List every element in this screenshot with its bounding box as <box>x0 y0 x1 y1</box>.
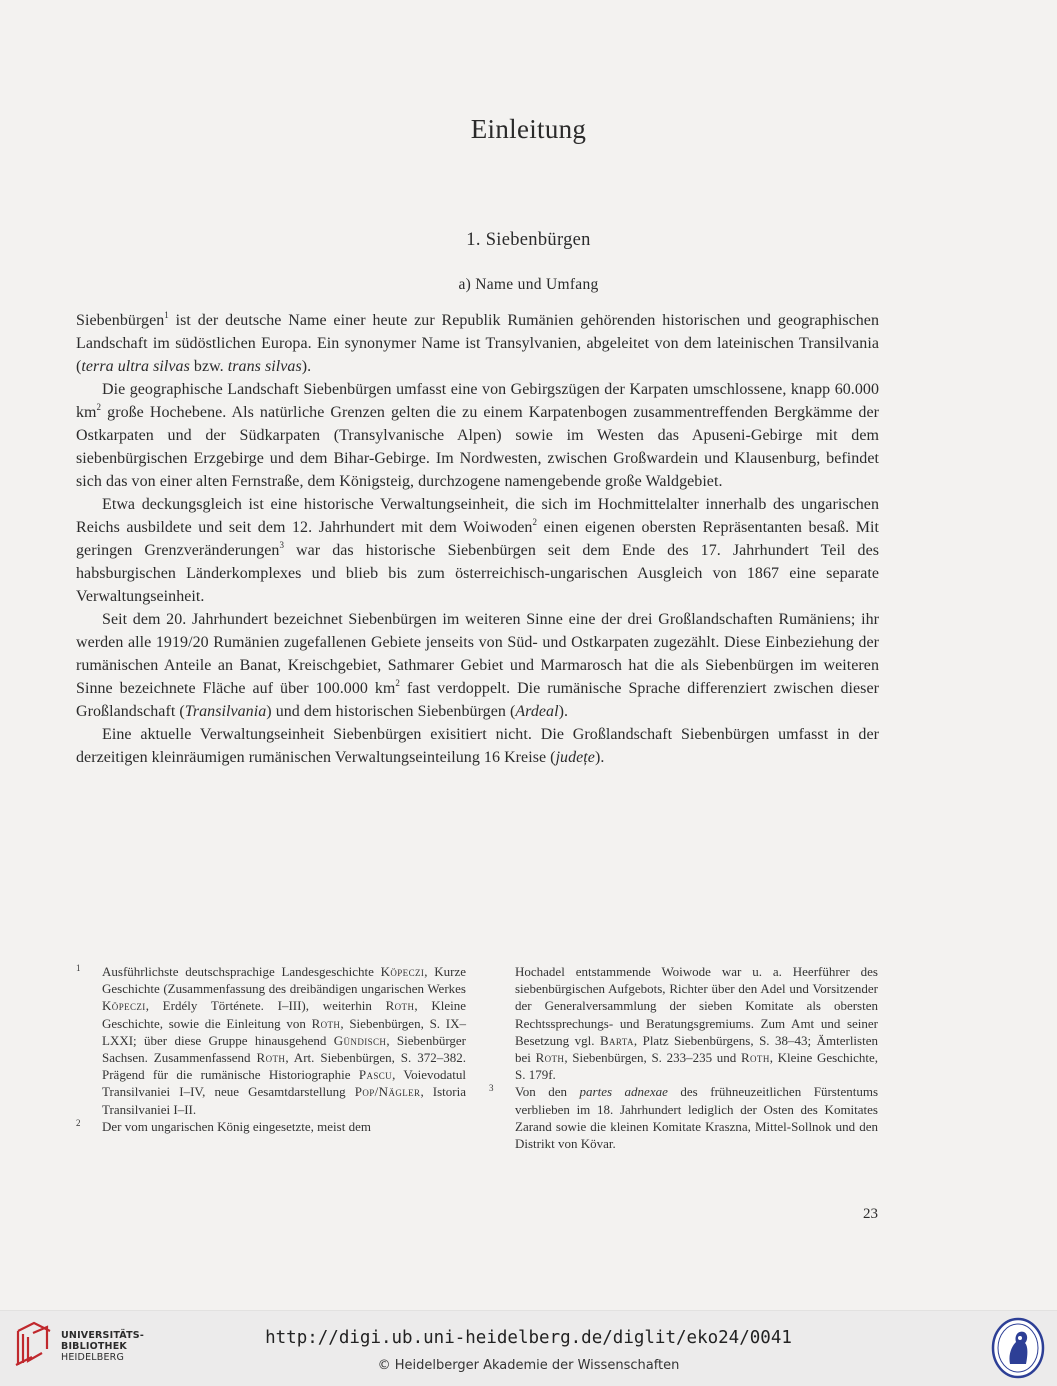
superscript: 2 <box>96 402 102 412</box>
paragraph <box>76 309 879 378</box>
footnote-2 <box>76 1118 466 1135</box>
paragraph <box>76 378 879 493</box>
footnote-text: Hochadel entstammende Woiwode war u. a. Heerführer des siebenbürgischen Aufgebots, Richter über den Adel und Vorsitzender der Generalversammlung der sieben Komitate als obersten Rechtssprechungs- und Beratungsgremiums. Zum Amt und seiner Besetzung vgl. Barta, Platz Siebenbürgens, S. 38–43; Ämterlisten bei Roth, Siebenbürgen, S. 233–235 und Roth, Kleine Geschichte, S. 179f. <box>515 964 878 1083</box>
footnote-1 <box>76 963 466 1118</box>
permalink-url[interactable]: http://digi.ub.uni-heidelberg.de/diglit/eko24/0041 <box>265 1328 792 1348</box>
text-run: Eine aktuelle Verwaltungseinheit Siebenbürgen exisitiert nicht. Die Großlandschaft Siebenbürgen umfasst in der derzeitigen kleinräumigen rumänischen Verwaltungseinteilung 16 Kreise ( <box>76 726 879 766</box>
footnotes-left-column <box>76 963 466 1135</box>
footnotes-right-column <box>489 963 878 1152</box>
text-run: große Hochebene. Als natürliche Grenzen gelten die zu einem Karpatenbogen zusammentreffenden Bergkämme der Ostkarpaten und der Südkarpaten (Transylvanische Alpen) sowie im Westen das Apuseni-Gebirge mit dem siebenbürgischen Erzgebirge und dem Bihar-Gebirge. Im Nordwesten, zwischen Großwardein und Klausenburg, befindet sich das von einer alten Fernstraße, dem Königsteig, durchzogene namengebende große Waldgebiet. <box>76 404 879 490</box>
body-text <box>76 309 879 769</box>
copyright-notice: © Heidelberger Akademie der Wissenschaften <box>377 1358 680 1373</box>
footer-bar <box>0 1310 1057 1386</box>
footnote-number: 3 <box>489 1083 494 1094</box>
footnote-number: 1 <box>76 963 81 973</box>
italic-term: județe <box>555 749 595 766</box>
text-run: Seit dem 20. Jahrhundert bezeichnet Siebenbürgen im weiteren Sinne eine der drei Großlandschaften Rumäniens; ihr werden alle 1919/20 Rumänien zugefallenen Gebiete jenseits von Süd- und Ostkarpaten zugezählt. Diese Einbeziehung der rumänischen Anteile an Banat, Kreischgebiet, Sathmarer Gebiet und Marmarosch hat die als Siebenbürgen im weiteren Sinne bezeichnete Fläche auf über 100.000 km <box>76 611 879 697</box>
footnote-ref-1[interactable]: 1 <box>164 310 169 320</box>
text-run: ) und dem historischen Siebenbürgen ( <box>266 703 516 720</box>
paragraph <box>76 723 879 769</box>
library-name: UNIVERSITÄTS- BIBLIOTHEK HEIDELBERG <box>61 1330 144 1363</box>
italic-term: Transilvania <box>184 703 267 720</box>
academy-seal-icon[interactable] <box>990 1316 1046 1380</box>
footnote-text: Der vom ungarischen König eingesetzte, meist dem <box>102 1118 371 1134</box>
text-run: Etwa deckungsgleich ist eine historische Verwaltungseinheit, die sich im Hochmittelalter innerhalb des ungarischen Reichs ausbildete und seit dem 12. Jahrhundert mit dem Woiwoden <box>76 496 879 536</box>
text-run: Die geographische Landschaft Siebenbürgen umfasst eine von Gebirgszügen der Karpaten umschlossene, knapp 60.000 km <box>76 381 879 421</box>
footnote-number: 2 <box>76 1117 81 1128</box>
footnote-ref-2[interactable]: 2 <box>532 517 538 527</box>
text-run: war das historische Siebenbürgen seit dem Ende des 17. Jahrhundert Teil des habsburgischen Länderkomplexes und blieb bis zum österreichisch-ungarischen Ausgleich von 1867 eine separate Verwaltungseinheit. <box>76 542 879 605</box>
footnote-ref-3[interactable]: 3 <box>279 540 285 550</box>
text-run: einen eigenen obersten Repräsentanten besaß. Mit geringen Grenzveränderungen <box>76 519 879 559</box>
italic-term: trans silvas <box>227 358 302 375</box>
footnote-3 <box>489 1083 878 1152</box>
page-number: 23 <box>863 1206 878 1222</box>
text-run: ). <box>594 749 605 766</box>
subsection-title: a) Name und Umfang <box>458 276 599 293</box>
text-run: ). <box>558 703 569 720</box>
paragraph <box>76 608 879 723</box>
italic-term: Ardeal <box>515 703 559 720</box>
footnote-text: Ausführlichste deutschsprachige Landesgeschichte Köpeczi, Kurze Geschichte (Zusammenfassung des dreibändigen ungarischen Werkes Köpeczi, Erdély Története. I–III), weiterhin Roth, Kleine Geschichte, sowie die Einleitung von Roth, Siebenbürgen, S. IX–LXXI; über diese Gruppe hinausgehend Gündisch, Siebenbürger Sachsen. Zusammenfassend Roth, Art. Siebenbürgen, S. 372–382. Prägend für die rumänische Historiographie Pascu, Voievodatul Transilvaniei I–IV, neue Gesamtdarstellung Pop/Nägler, Istoria Transilvaniei I–II. <box>102 964 467 1117</box>
text-run: fast verdoppelt. Die rumänische Sprache differenziert zwischen dieser Großlandschaft ( <box>76 680 879 720</box>
text-run: ist der deutsche Name einer heute zur Republik Rumänien gehörenden historischen und geographischen Landschaft im südöstlichen Europa. Ein synonymer Name ist Transylvanien, abgeleitet von dem lateinischen Transilvania ( <box>76 312 879 375</box>
text-run: bzw. <box>189 358 228 375</box>
chapter-title: Einleitung <box>470 114 587 144</box>
text-run: ). <box>301 358 312 375</box>
footnote-2-continued <box>489 963 878 1083</box>
footnote-text: Von den partes adnexae des frühneuzeitlichen Fürstentums verblieben im 18. Jahrhundert lediglich der Osten des Komitates Zarand sowie die kleinen Komitate Kraszna, Mittel-Sollnok und den Distrikt von Kövar. <box>515 1084 879 1152</box>
superscript: 2 <box>395 678 400 688</box>
section-title: 1. Siebenbürgen <box>466 230 591 250</box>
italic-term: terra ultra silvas <box>81 358 190 375</box>
paragraph <box>76 493 879 608</box>
text-run: Siebenbürgen <box>76 312 165 329</box>
